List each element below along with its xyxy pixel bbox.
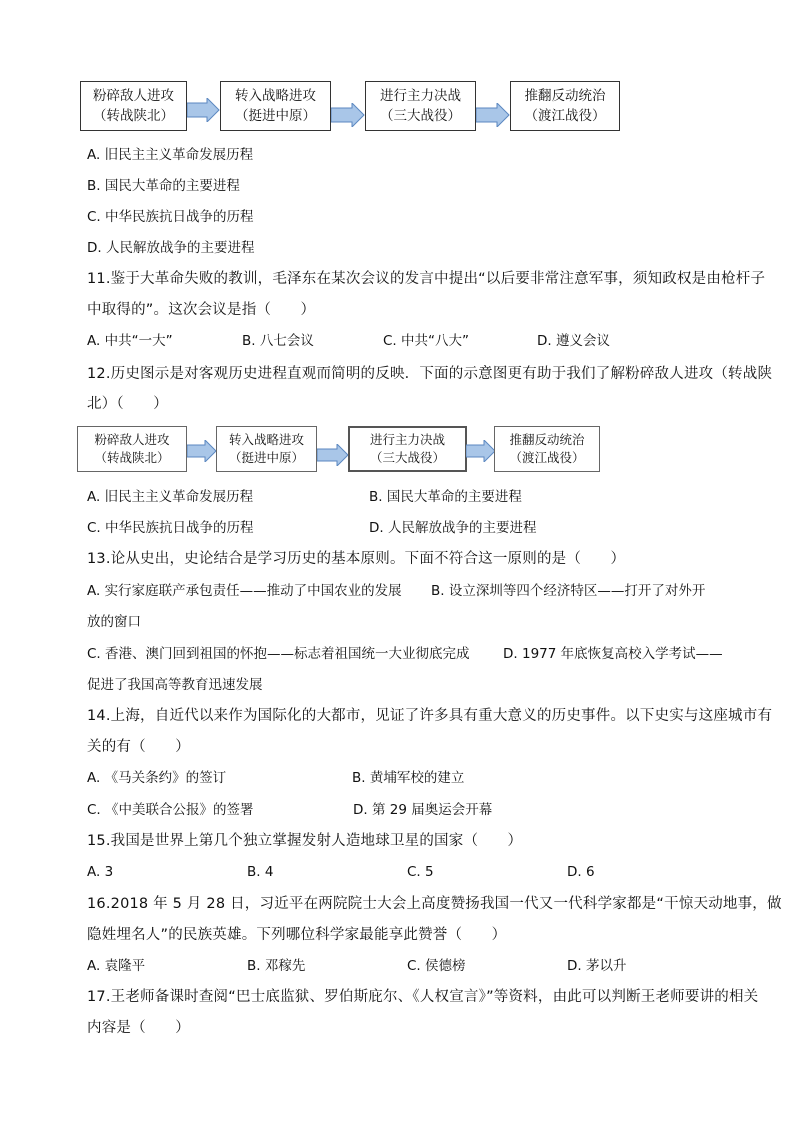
flow-box-title: 粉碎敌人进攻 <box>94 432 170 447</box>
q16-option-d: D. 茅以升 <box>567 958 627 974</box>
q13-option-c: C. 香港、澳门回到祖国的怀抱——标志着祖国统一大业彻底完成 <box>87 646 470 662</box>
q15-option-b: B. 4 <box>247 864 274 880</box>
flow-box-subtitle: （三大战役） <box>369 450 445 465</box>
q11-option-c: C. 中共“八大” <box>383 333 469 349</box>
q14-stem-line1: 14.上海，自近代以来作为国际化的大都市，见证了许多具有重大意义的历史事件。以下史实与这座城市有 <box>87 708 773 724</box>
q17-stem-line2: 内容是（ ） <box>87 1020 190 1036</box>
q14-option-d: D. 第 29 届奥运会开幕 <box>353 802 493 818</box>
q16-option-b: B. 邓稼先 <box>247 958 306 974</box>
flow-box-subtitle: （挺进中原） <box>228 450 304 465</box>
flow-box-title: 转入战略进攻 <box>235 88 316 104</box>
q10-option-a: A. 旧民主主义革命发展历程 <box>87 147 254 163</box>
flow-box-subtitle: （转战陕北） <box>94 450 170 465</box>
flow-box-subtitle: （渡江战役） <box>524 108 606 124</box>
q13-option-d: D. 1977 年底恢复高校入学考试—— <box>503 646 723 662</box>
flow-box <box>348 426 467 472</box>
q14-stem-line2: 关的有（ ） <box>87 739 190 755</box>
flow-box-title: 粉碎敌人进攻 <box>93 88 174 104</box>
q13-option-a: A. 实行家庭联产承包责任——推动了中国农业的发展 <box>87 583 402 599</box>
q14-option-b: B. 黄埔军校的建立 <box>352 770 465 786</box>
flow-box <box>220 81 331 131</box>
q12-option-c: C. 中华民族抗日战争的历程 <box>87 520 254 536</box>
flow-box <box>216 426 317 472</box>
flow-box-title: 推翻反动统治 <box>524 88 606 104</box>
q14-option-c: C. 《中美联合公报》的签署 <box>87 802 254 818</box>
q12-option-a: A. 旧民主主义革命发展历程 <box>87 489 254 505</box>
flow-box <box>494 426 600 472</box>
right-arrow-icon <box>187 98 220 122</box>
q11-option-d: D. 遵义会议 <box>537 333 610 349</box>
flow-box <box>77 426 187 472</box>
q11-option-a: A. 中共“一大” <box>87 333 173 349</box>
flow-box-subtitle: （挺进中原） <box>235 108 316 124</box>
q11-stem-line1: 11.鉴于大革命失败的教训，毛泽东在某次会议的发言中提出“以后要非常注意军事，须知政权是由枪杆子 <box>87 271 766 287</box>
flow-box-subtitle: （三大战役） <box>380 108 461 124</box>
q15-option-c: C. 5 <box>407 864 434 880</box>
q12-stem-line2: 北）（ ） <box>87 396 168 412</box>
flow-box-title: 推翻反动统治 <box>509 432 585 447</box>
q17-stem-line1: 17.王老师备课时查阅“巴士底监狱、罗伯斯庇尔、《人权宣言》”等资料，由此可以判断王老师要讲的相关 <box>87 989 759 1005</box>
right-arrow-icon <box>187 440 217 462</box>
q10-option-b: B. 国民大革命的主要进程 <box>87 178 240 194</box>
flow-box <box>365 81 476 131</box>
q10-option-d: D. 人民解放战争的主要进程 <box>87 240 255 256</box>
right-arrow-icon <box>331 103 365 127</box>
right-arrow-icon <box>317 444 349 466</box>
flow-box <box>510 81 620 131</box>
q15-stem: 15.我国是世界上第几个独立掌握发射人造地球卫星的国家（ ） <box>87 833 523 849</box>
q12-stem-line1: 12.历史图示是对客观历史进程直观而简明的反映．下面的示意图更有助于我们了解粉碎敌人进攻（转战陕 <box>87 366 773 382</box>
q15-option-d: D. 6 <box>567 864 595 880</box>
right-arrow-icon <box>476 103 510 127</box>
q11-stem-line2: 中取得的”。这次会议是指（ ） <box>87 302 316 318</box>
q16-stem-line2: 隐姓埋名人”的民族英雄。下列哪位科学家最能享此赞誉（ ） <box>87 927 507 943</box>
q16-option-a: A. 袁隆平 <box>87 958 146 974</box>
q12-option-d: D. 人民解放战争的主要进程 <box>369 520 537 536</box>
q13-option-d-cont: 促进了我国高等教育迅速发展 <box>87 677 263 693</box>
q12-option-b: B. 国民大革命的主要进程 <box>369 489 522 505</box>
q15-option-a: A. 3 <box>87 864 114 880</box>
right-arrow-icon <box>466 440 496 462</box>
flow-box <box>80 81 187 131</box>
q14-option-a: A. 《马关条约》的签订 <box>87 770 227 786</box>
q16-stem-line1: 16.2018 年 5 月 28 日，习近平在两院院士大会上高度赞扬我国一代又一代科学家都是“干惊天动地事，做 <box>87 896 782 912</box>
q13-option-b: B. 设立深圳等四个经济特区——打开了对外开 <box>431 583 706 599</box>
q10-option-c: C. 中华民族抗日战争的历程 <box>87 209 254 225</box>
flow-box-title: 进行主力决战 <box>369 432 445 447</box>
q13-option-b-cont: 放的窗口 <box>87 614 141 630</box>
q13-stem: 13.论从史出，史论结合是学习历史的基本原则。下面不符合这一原则的是（ ） <box>87 551 626 567</box>
flow-box-subtitle: （渡江战役） <box>509 450 585 465</box>
flow-box-subtitle: （转战陕北） <box>93 108 174 124</box>
flow-box-title: 转入战略进攻 <box>228 432 304 447</box>
flow-box-title: 进行主力决战 <box>380 88 461 104</box>
q11-option-b: B. 八七会议 <box>242 333 314 349</box>
q16-option-c: C. 侯德榜 <box>407 958 466 974</box>
